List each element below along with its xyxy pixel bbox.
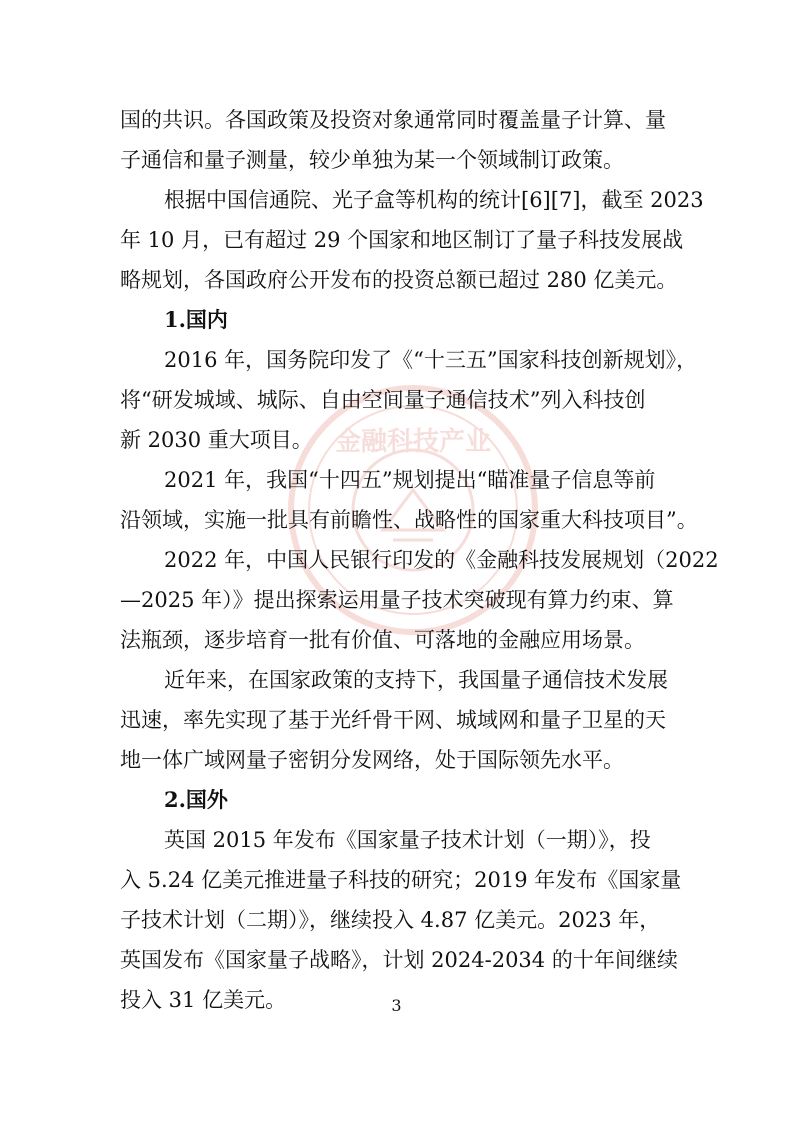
text-line: 地一体广域网量子密钥分发网络，处于国际领先水平。 (120, 748, 624, 772)
text-line: 英国发布《国家量子战略》，计划 2024-2034 的十年间继续 (120, 948, 678, 972)
text-line: 新 2030 重大项目。 (120, 428, 313, 452)
text-line: 子通信和量子测量，较少单独为某一个领域制订政策。 (120, 148, 624, 172)
text-line: 入 5.24 亿美元推进量子科技的研究；2019 年发布《国家量 (120, 868, 682, 892)
text-line: 子技术计划（二期）》，继续投入 4.87 亿美元。2023 年， (120, 908, 661, 932)
text-line: 近年来，在国家政策的支持下，我国量子通信技术发展 (164, 668, 668, 692)
text-line: 2016 年，国务院印发了《“十三五”国家科技创新规划》， (164, 348, 698, 372)
text-line: 略规划，各国政府公开发布的投资总额已超过 280 亿美元。 (120, 268, 678, 292)
text-line: 迅速，率先实现了基于光纤骨干网、城域网和量子卫星的天 (120, 708, 666, 732)
text-line: 将“研发城域、城际、自由空间量子通信技术”列入科技创 (120, 388, 646, 412)
section-heading: 2.国外 (164, 787, 228, 812)
section-heading: 1.国内 (164, 307, 228, 332)
text-line: 年 10 月，已有超过 29 个国家和地区制订了量子科技发展战 (120, 228, 684, 252)
watermark-text: 金融科技产业 (334, 427, 492, 457)
text-line: 2022 年，中国人民银行印发的《金融科技发展规划（2022 (164, 548, 719, 572)
page-number: 3 (391, 996, 402, 1015)
text-line: —2025 年）》提出探索运用量子技术突破现有算力约束、算 (120, 588, 674, 612)
text-line: 国的共识。各国政策及投资对象通常同时覆盖量子计算、量 (120, 108, 666, 132)
text-line: 沿领域，实施一批具有前瞻性、战略性的国家重大科技项目”。 (120, 508, 698, 532)
text-line: 投入 31 亿美元。 (120, 988, 287, 1012)
text-line: 英国 2015 年发布《国家量子技术计划（一期）》，投 (164, 828, 651, 852)
text-line: 法瓶颈，逐步培育一批有价值、可落地的金融应用场景。 (120, 628, 645, 652)
text-line: 根据中国信通院、光子盒等机构的统计[6][7]，截至 2023 (164, 188, 704, 212)
text-line: 2021 年，我国“十四五”规划提出“瞄准量子信息等前 (164, 468, 656, 492)
